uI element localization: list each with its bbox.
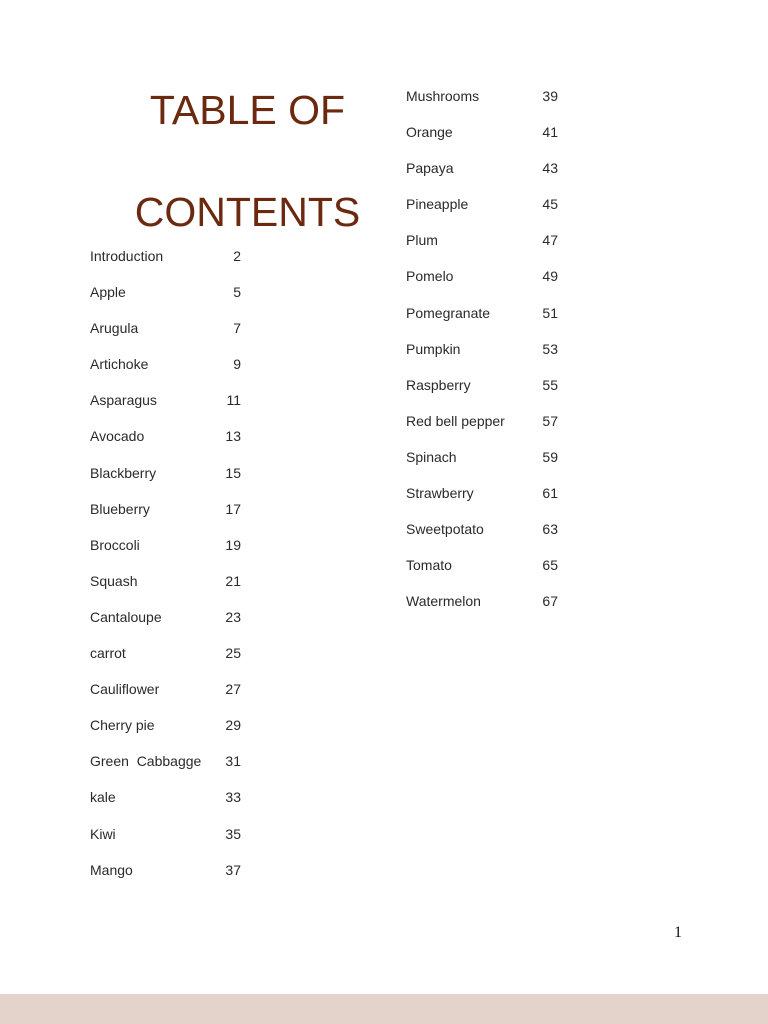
toc-entry[interactable]	[406, 519, 558, 555]
toc-entry-page: 7	[233, 320, 241, 337]
toc-entry-label: Sweetpotato	[406, 521, 484, 538]
toc-entry[interactable]	[90, 787, 241, 823]
toc-entry-label: Pomegranate	[406, 304, 491, 321]
toc-entry-page: 45	[542, 196, 558, 213]
page-title-line-2: CONTENTS	[134, 189, 361, 235]
page-title-line-1: TABLE OF	[149, 87, 346, 133]
toc-entry[interactable]	[90, 246, 241, 282]
toc-entry[interactable]	[90, 499, 241, 535]
toc-entry[interactable]	[406, 375, 558, 411]
toc-entry-label: Pumpkin	[406, 340, 461, 357]
toc-entry[interactable]	[90, 426, 241, 462]
toc-entry-page: 65	[542, 557, 558, 574]
toc-entry-label: Watermelon	[406, 593, 481, 610]
toc-entry[interactable]	[90, 679, 241, 715]
toc-entry[interactable]	[90, 354, 241, 390]
toc-left-column	[90, 246, 241, 896]
toc-entry-page: 55	[542, 376, 558, 393]
toc-entry-page: 39	[542, 88, 558, 104]
toc-entry[interactable]	[90, 571, 241, 607]
toc-entry-label: Mango	[90, 861, 133, 878]
toc-entry-label: Broccoli	[90, 536, 140, 553]
footer-band	[0, 994, 768, 1024]
toc-entry[interactable]	[406, 411, 558, 447]
toc-entry[interactable]	[90, 282, 241, 318]
toc-entry-page: 53	[542, 340, 558, 357]
toc-entry-page: 25	[225, 645, 241, 662]
page-number: 1	[674, 924, 682, 941]
toc-entry[interactable]	[406, 266, 558, 302]
toc-entry-label: Strawberry	[406, 485, 474, 502]
toc-entry[interactable]	[406, 339, 558, 375]
toc-entry-page: 29	[225, 717, 241, 734]
toc-entry-page: 63	[542, 521, 558, 538]
toc-entry[interactable]	[406, 447, 558, 483]
toc-entry-page: 35	[225, 825, 241, 842]
toc-entry-label: Blackberry	[90, 464, 157, 481]
toc-right-column	[406, 86, 558, 627]
toc-entry[interactable]	[90, 751, 241, 787]
toc-entry-page: 19	[225, 536, 241, 553]
toc-entry-label: Artichoke	[90, 356, 149, 373]
toc-entry-page: 43	[542, 160, 558, 177]
toc-entry[interactable]	[406, 230, 558, 266]
toc-entry-label: Blueberry	[90, 500, 150, 517]
toc-entry-page: 51	[542, 304, 558, 321]
toc-entry[interactable]	[90, 860, 241, 896]
toc-entry[interactable]	[90, 607, 241, 643]
toc-entry[interactable]	[406, 591, 558, 627]
toc-entry[interactable]	[90, 643, 241, 679]
toc-entry[interactable]	[90, 824, 241, 860]
toc-entry-label: Pomelo	[406, 268, 454, 285]
toc-entry-label: Tomato	[406, 557, 452, 574]
toc-entry-page: 27	[225, 681, 241, 698]
toc-entry-page: 9	[233, 356, 241, 373]
toc-entry-page: 15	[225, 464, 241, 481]
toc-entry-page: 31	[225, 753, 241, 770]
toc-entry-label: Cauliflower	[90, 681, 160, 698]
toc-entry-label: Spinach	[406, 448, 457, 465]
toc-entry-page: 5	[233, 284, 241, 301]
toc-entry-page: 41	[542, 124, 558, 141]
toc-entry[interactable]	[406, 86, 558, 122]
toc-entry-page: 37	[225, 861, 241, 878]
toc-entry-page: 49	[542, 268, 558, 285]
toc-entry-label: Kiwi	[90, 825, 116, 842]
toc-entry-label: Mushrooms	[406, 88, 480, 104]
toc-entry-label: Introduction	[90, 248, 164, 264]
toc-entry-label: Cherry pie	[90, 717, 155, 734]
toc-entry-label: Pineapple	[406, 196, 469, 213]
toc-entry-page: 33	[225, 789, 241, 806]
toc-entry-page: 17	[225, 500, 241, 517]
toc-entry-label: Asparagus	[90, 392, 157, 409]
toc-entry-label: carrot	[90, 645, 126, 662]
toc-entry-label: Raspberry	[406, 376, 471, 393]
toc-entry-label: kale	[90, 789, 116, 806]
toc-entry[interactable]	[90, 463, 241, 499]
toc-entry[interactable]	[406, 194, 558, 230]
toc-entry-label: Orange	[406, 124, 453, 141]
toc-entry-label: Squash	[90, 572, 138, 589]
toc-entry[interactable]	[406, 303, 558, 339]
toc-entry-page: 13	[225, 428, 241, 445]
toc-entry-page: 59	[542, 448, 558, 465]
toc-entry[interactable]	[406, 483, 558, 519]
toc-entry[interactable]	[90, 535, 241, 571]
toc-entry-label: Papaya	[406, 160, 454, 177]
toc-entry[interactable]	[90, 318, 241, 354]
toc-entry[interactable]	[90, 390, 241, 426]
toc-entry-page: 47	[542, 232, 558, 249]
toc-entry-page: 67	[542, 593, 558, 610]
toc-entry-page: 61	[542, 485, 558, 502]
toc-entry-label: Red bell pepper	[406, 412, 505, 429]
toc-entry-page: 57	[542, 412, 558, 429]
toc-entry-label: Avocado	[90, 428, 145, 445]
toc-entry-label: Apple	[90, 284, 126, 301]
toc-entry-page: 21	[225, 572, 241, 589]
toc-entry-label: Plum	[406, 232, 438, 249]
toc-entry[interactable]	[90, 715, 241, 751]
toc-entry-label: Green Cabbagge	[90, 753, 202, 770]
toc-entry[interactable]	[406, 158, 558, 194]
toc-entry[interactable]	[406, 122, 558, 158]
toc-entry-page: 11	[226, 392, 241, 409]
toc-entry-label: Arugula	[90, 320, 139, 337]
toc-entry-page: 23	[225, 608, 241, 625]
toc-entry[interactable]	[406, 555, 558, 591]
toc-entry-page: 2	[233, 248, 241, 264]
toc-entry-label: Cantaloupe	[90, 608, 162, 625]
